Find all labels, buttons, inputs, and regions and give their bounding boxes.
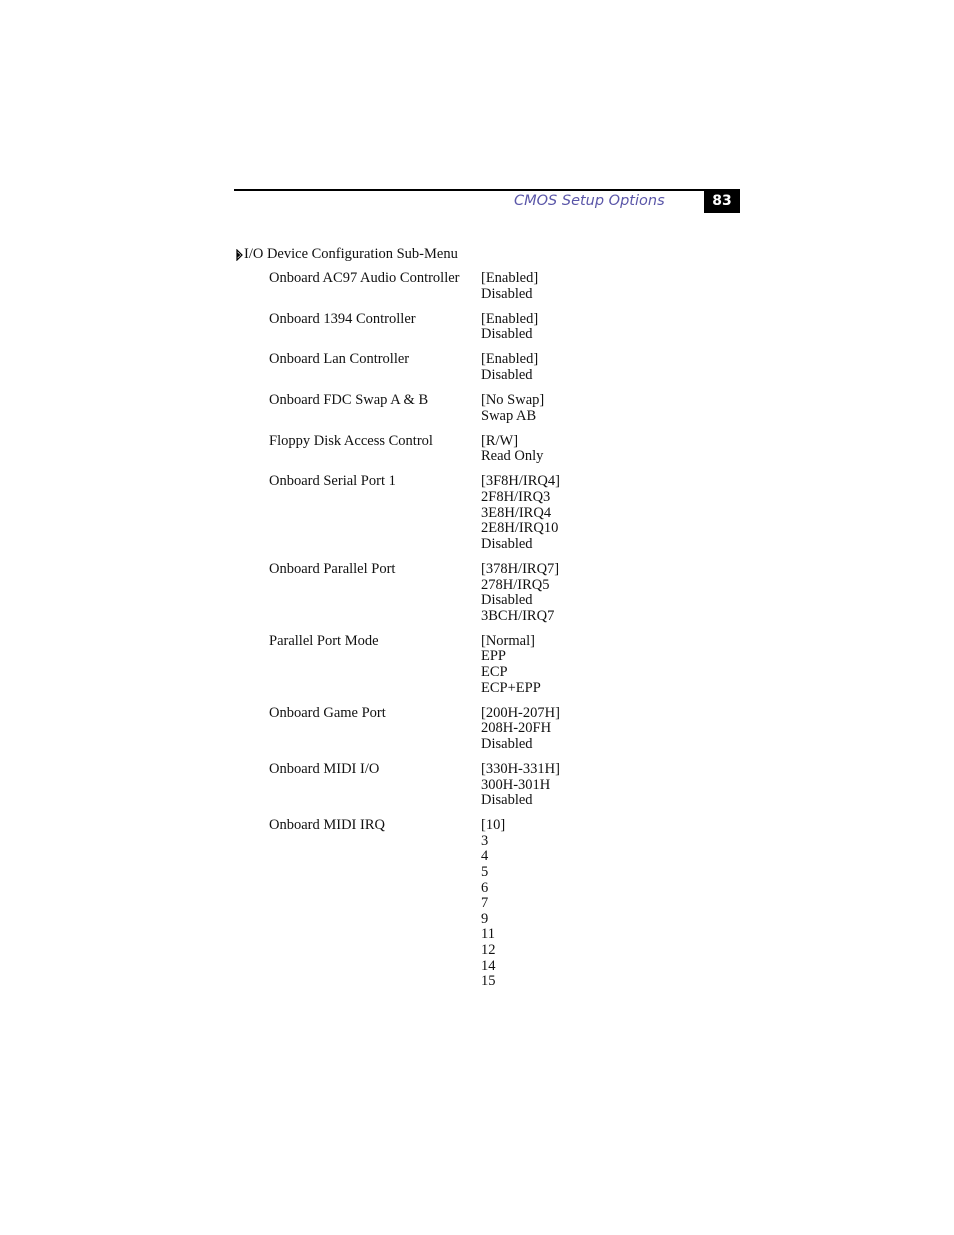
submenu-title: I/O Device Configuration Sub-Menu [244, 246, 458, 262]
option-label: Onboard Serial Port 1 [269, 473, 396, 490]
option-value: 3 [481, 832, 489, 849]
option-row [269, 706, 669, 753]
option-value: 9 [481, 910, 489, 927]
option-value: 6 [481, 879, 489, 896]
option-values [481, 271, 538, 302]
option-row [269, 393, 669, 424]
option-value: Disabled [481, 326, 533, 343]
option-default-value: [3F8H/IRQ4] [481, 473, 560, 490]
option-values [481, 706, 560, 753]
options-list [269, 271, 669, 999]
option-values [481, 562, 559, 624]
option-label: Onboard Lan Controller [269, 351, 410, 368]
option-label: Onboard AC97 Audio Controller [269, 270, 460, 286]
submenu-heading [236, 246, 458, 263]
option-value: Disabled [481, 592, 533, 609]
option-default-value: [R/W] [481, 432, 519, 449]
option-value: 4 [481, 848, 489, 865]
option-value: ECP [481, 663, 508, 680]
option-default-value: [Enabled] [481, 270, 539, 286]
option-row [269, 818, 669, 990]
option-value: 2F8H/IRQ3 [481, 489, 551, 506]
option-row [269, 762, 669, 809]
option-row [269, 634, 669, 696]
option-label: Onboard Game Port [269, 704, 386, 721]
option-value: Disabled [481, 285, 533, 302]
option-default-value: [Enabled] [481, 351, 539, 368]
option-value: 7 [481, 895, 489, 912]
option-value: 11 [481, 926, 495, 943]
option-value: 278H/IRQ5 [481, 576, 550, 593]
option-value: 5 [481, 864, 489, 880]
option-value: Swap AB [481, 407, 537, 424]
option-values [481, 312, 538, 343]
option-value: 12 [481, 941, 496, 958]
page-number: 83 [704, 190, 740, 213]
option-value: Disabled [481, 792, 533, 809]
option-default-value: [Enabled] [481, 310, 539, 327]
option-row [269, 562, 669, 624]
option-default-value: [Normal] [481, 632, 535, 649]
option-values [481, 434, 543, 465]
option-value: ECP+EPP [481, 679, 541, 696]
option-row [269, 312, 669, 343]
option-value: 15 [481, 973, 496, 990]
option-label: Floppy Disk Access Control [269, 432, 433, 449]
option-value: 2E8H/IRQ10 [481, 520, 559, 537]
option-values [481, 818, 505, 990]
option-default-value: [10] [481, 817, 506, 834]
option-row [269, 271, 669, 302]
option-default-value: [No Swap] [481, 392, 545, 409]
option-label: Onboard MIDI I/O [269, 760, 380, 777]
option-row [269, 434, 669, 465]
option-value: 3BCH/IRQ7 [481, 607, 555, 624]
option-values [481, 393, 544, 424]
option-values [481, 352, 538, 383]
option-label: Parallel Port Mode [269, 632, 379, 649]
triangle-right-icon [236, 249, 243, 261]
option-default-value: [200H-207H] [481, 704, 560, 721]
option-label: Onboard MIDI IRQ [269, 817, 385, 834]
option-label: Onboard Parallel Port [269, 560, 396, 577]
option-value: 208H-20FH [481, 720, 552, 737]
option-values [481, 762, 560, 809]
header-rule [234, 189, 740, 191]
option-value: 14 [481, 957, 496, 974]
option-values [481, 474, 560, 552]
option-row [269, 474, 669, 552]
option-label: Onboard FDC Swap A & B [269, 392, 429, 409]
option-default-value: [330H-331H] [481, 760, 560, 777]
option-value: EPP [481, 648, 506, 665]
option-label: Onboard 1394 Controller [269, 310, 416, 327]
option-value: Disabled [481, 735, 533, 752]
option-value: Disabled [481, 535, 533, 552]
option-value: Read Only [481, 448, 544, 465]
option-value: 300H-301H [481, 776, 551, 793]
section-title: CMOS Setup Options [514, 193, 665, 209]
option-value: 3E8H/IRQ4 [481, 504, 552, 521]
option-value: Disabled [481, 366, 533, 383]
option-values [481, 634, 541, 696]
option-default-value: [378H/IRQ7] [481, 560, 560, 577]
option-row [269, 352, 669, 383]
